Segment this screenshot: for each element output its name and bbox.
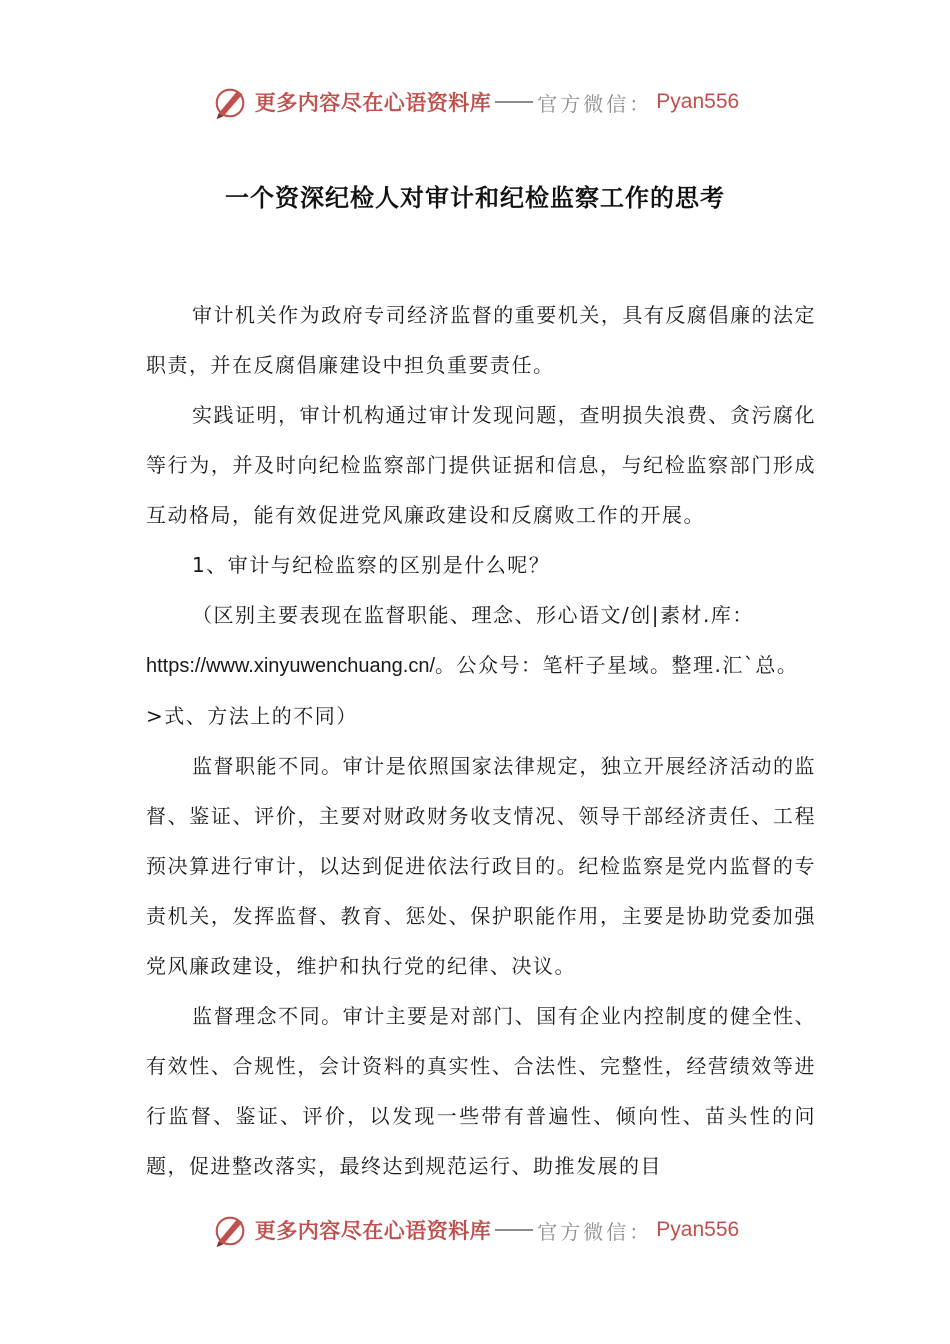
paragraph-4-part-c-line: [146, 691, 816, 741]
source-url-link[interactable]: https://www.xinyuwenchuang.cn/: [146, 655, 436, 677]
header-official-label: 官方微信：: [537, 91, 653, 116]
paragraph-2: 实践证明，审计机构通过审计发现问题，查明损失浪费、贪污腐化等行为，并及时向纪检监察部门提供证据和信息，与纪检监察部门形成互动格局，能有效促进党风廉政建设和反腐败工作的开展。: [146, 403, 816, 527]
footer-official-label: 官方微信：: [537, 1219, 653, 1244]
paragraph-6: 监督理念不同。审计主要是对部门、国有企业内控制度的健全性、有效性、合规性，会计资料的真实性、合法性、完整性，经营绩效等进行监督、鉴证、评价，以发现一些带有普遍性、倾向性、苗头性的问题，促进整改落实，最终达到规范运行、助推发展的目: [146, 1004, 816, 1178]
paragraph-4: [146, 590, 816, 640]
paragraph-5: 监督职能不同。审计是依照国家法律规定，独立开展经济活动的监督、鉴证、评价，主要对财政财务收支情况、领导干部经济责任、工程预决算进行审计，以达到促进依法行政目的。纪检监察是党内监督的专责机关，发挥监督、教育、惩处、保护职能作用，主要是协助党委加强党风廉政建设，维护和执行党的纪律、决议。: [146, 754, 816, 978]
paragraph-4-part-a: （区别主要表现在监督职能、理念、形心语文/创|素材.库：: [192, 603, 754, 627]
paragraph-4-part-b: 。公众号：笔杆子星域。整理.汇`总。: [435, 653, 799, 677]
footer-wechat-id: Pyan556: [656, 1218, 740, 1241]
footer-brand-text: 更多内容尽在心语资料库: [254, 1218, 492, 1243]
footer-dash: [495, 1229, 533, 1231]
pen-logo-icon: [211, 1211, 249, 1249]
header-dash: [495, 101, 533, 103]
pen-logo-icon: [211, 83, 249, 121]
document-title: 一个资深纪检人对审计和纪检监察工作的思考: [225, 183, 725, 212]
document-body: [146, 290, 816, 1191]
header-watermark: [0, 80, 950, 124]
paragraph-1: 审计机关作为政府专司经济监督的重要机关，具有反腐倡廉的法定职责，并在反腐倡廉建设中担负重要责任。: [146, 303, 816, 377]
paragraph-3: 1、审计与纪检监察的区别是什么呢？: [192, 553, 551, 577]
footer-watermark: [0, 1208, 950, 1252]
header-wechat-id: Pyan556: [656, 90, 740, 113]
header-brand-text: 更多内容尽在心语资料库: [254, 90, 492, 115]
paragraph-4-part-c: >式、方法上的不同）: [146, 704, 358, 728]
paragraph-4-url-line: [146, 640, 816, 691]
